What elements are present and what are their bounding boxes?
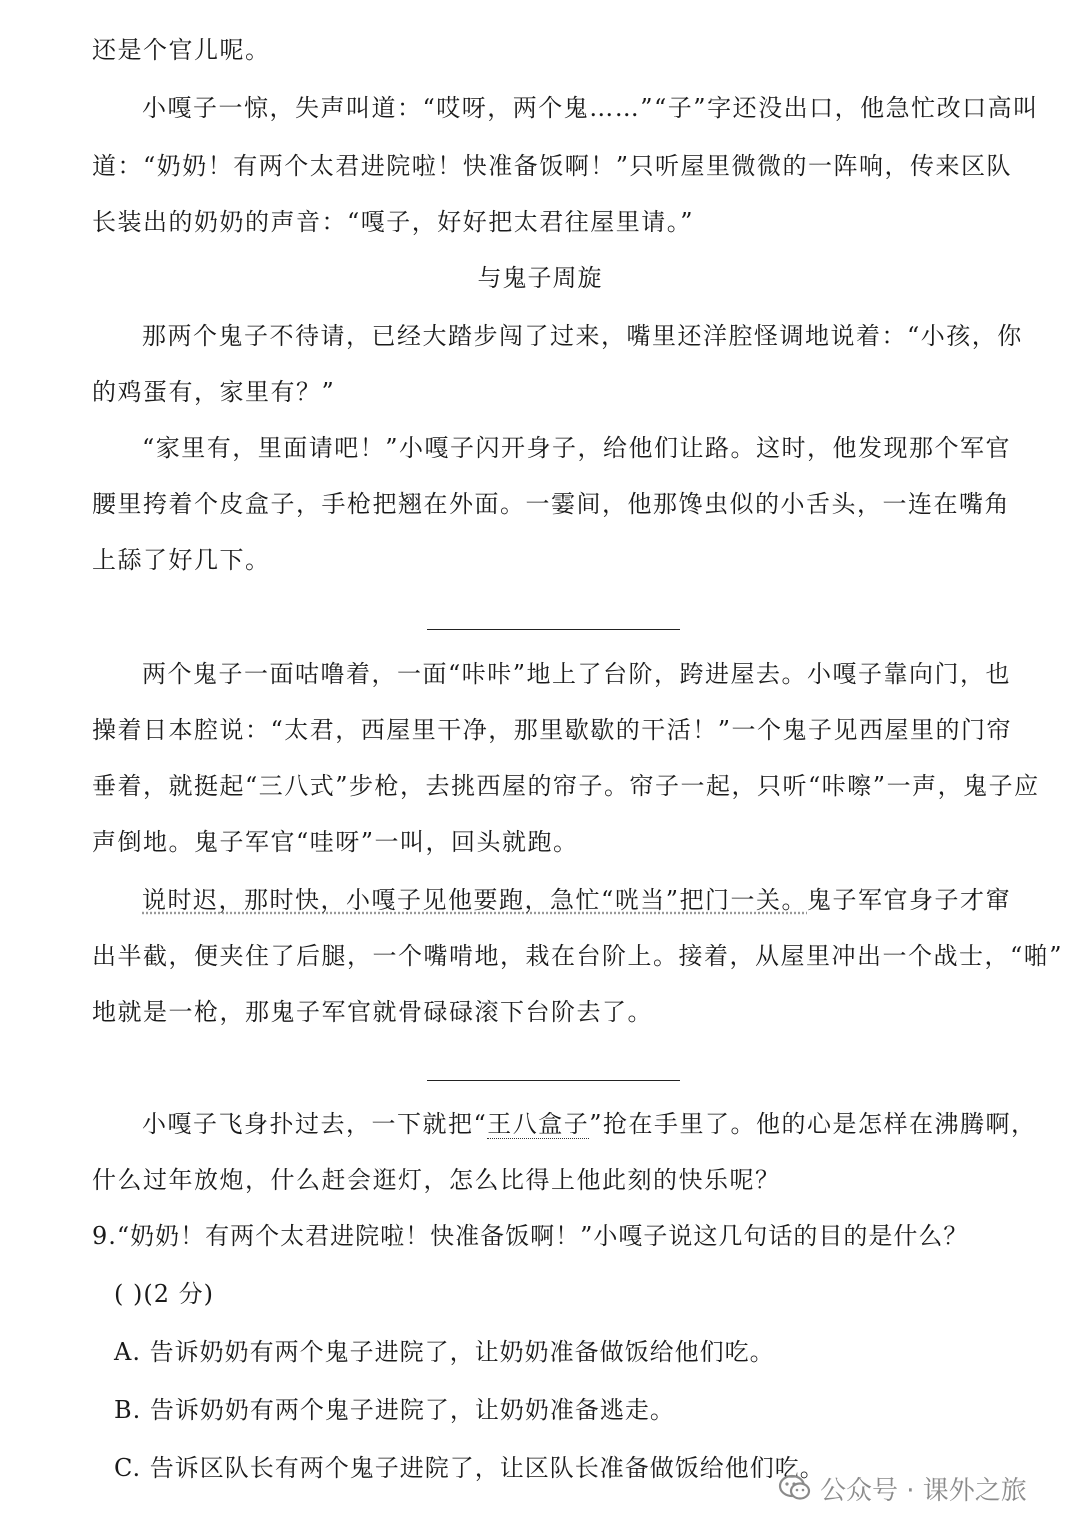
passage-line: 操着日本腔说：“太君，西屋里干净，那里歇歇的干活！”一个鬼子见西屋里的门帘 <box>92 716 1013 744</box>
option-a[interactable]: A. 告诉奶奶有两个鬼子进院了，让奶奶准备做饭给他们吃。 <box>114 1338 775 1366</box>
passage-text: ”抢在手里了。他的心是怎样在沸腾啊， <box>589 1110 1037 1138</box>
passage-line: 那两个鬼子不待请，已经大踏步闯了过来，嘴里还洋腔怪调地说着：“小孩，你 <box>142 322 1023 350</box>
passage-line: 两个鬼子一面咕噜着，一面“咔咔”地上了台阶，跨进屋去。小嘎子靠向门，也 <box>142 660 1012 688</box>
passage-line: 什么过年放炮，什么赶会逛灯，怎么比得上他此刻的快乐呢？ <box>92 1166 781 1194</box>
underlined-sentence: 说时迟，那时快，小嘎子见他要跑，急忙“咣当”把门一关。 <box>142 886 808 914</box>
passage-line: 地就是一枪，那鬼子军官就骨碌碌滚下台阶去了。 <box>92 998 653 1026</box>
passage-line: 的鸡蛋有，家里有？” <box>92 378 336 406</box>
passage-line: 道：“奶奶！有两个太君进院啦！快准备饭啊！”只听屋里微微的一阵响，传来区队 <box>92 152 1013 180</box>
section-title: 与鬼子周旋 <box>477 264 603 292</box>
dotted-emphasis: 王八盒子 <box>487 1110 590 1138</box>
passage-line: 出半截，便夹住了后腿，一个嘴啃地，栽在台阶上。接着，从屋里冲出一个战士，“啪” <box>92 942 1064 970</box>
section-title-blank[interactable] <box>427 629 680 630</box>
passage-line: 声倒地。鬼子军官“哇呀”一叫，回头就跑。 <box>92 828 579 856</box>
passage-line: 还是个官儿呢。 <box>92 36 271 64</box>
passage-line: “家里有，里面请吧！”小嘎子闪开身子，给他们让路。这时，他发现那个军官 <box>142 434 1012 462</box>
passage-line <box>142 1108 1072 1140</box>
watermark <box>778 1466 1027 1510</box>
option-c[interactable]: C. 告诉区队长有两个鬼子进院了，让区队长准备做饭给他们吃。 <box>114 1454 825 1482</box>
passage-text: 鬼子军官身子才窜 <box>807 886 1012 914</box>
passage-line: 垂着，就挺起“三八式”步枪，去挑西屋的帘子。帘子一起，只听“咔嚓”一声，鬼子应 <box>92 772 1040 800</box>
passage-line: 长装出的奶奶的声音：“嘎子，好好把太君往屋里请。” <box>92 208 695 236</box>
watermark-text: 公众号 · 课外之旅 <box>820 1475 1027 1506</box>
wechat-official-account-icon <box>778 1473 812 1503</box>
passage-line: 腰里挎着个皮盒子，手枪把翘在外面。一霎间，他那馋虫似的小舌头，一连在嘴角 <box>92 490 1010 518</box>
answer-bracket[interactable]: ( )(2 分) <box>114 1280 214 1308</box>
passage-line <box>142 884 1072 916</box>
passage-text: 小嘎子飞身扑过去，一下就把“ <box>142 1110 488 1138</box>
option-b[interactable]: B. 告诉奶奶有两个鬼子进院了，让奶奶准备逃走。 <box>114 1396 675 1424</box>
question-stem: 9.“奶奶！有两个太君进院啦！快准备饭啊！”小嘎子说这几句话的目的是什么？ <box>92 1222 969 1250</box>
passage-line: 小嘎子一惊，失声叫道：“哎呀，两个鬼……”“子”字还没出口，他急忙改口高叫 <box>142 94 1039 122</box>
passage-line: 上舔了好几下。 <box>92 546 271 574</box>
section-title-blank[interactable] <box>427 1080 680 1081</box>
